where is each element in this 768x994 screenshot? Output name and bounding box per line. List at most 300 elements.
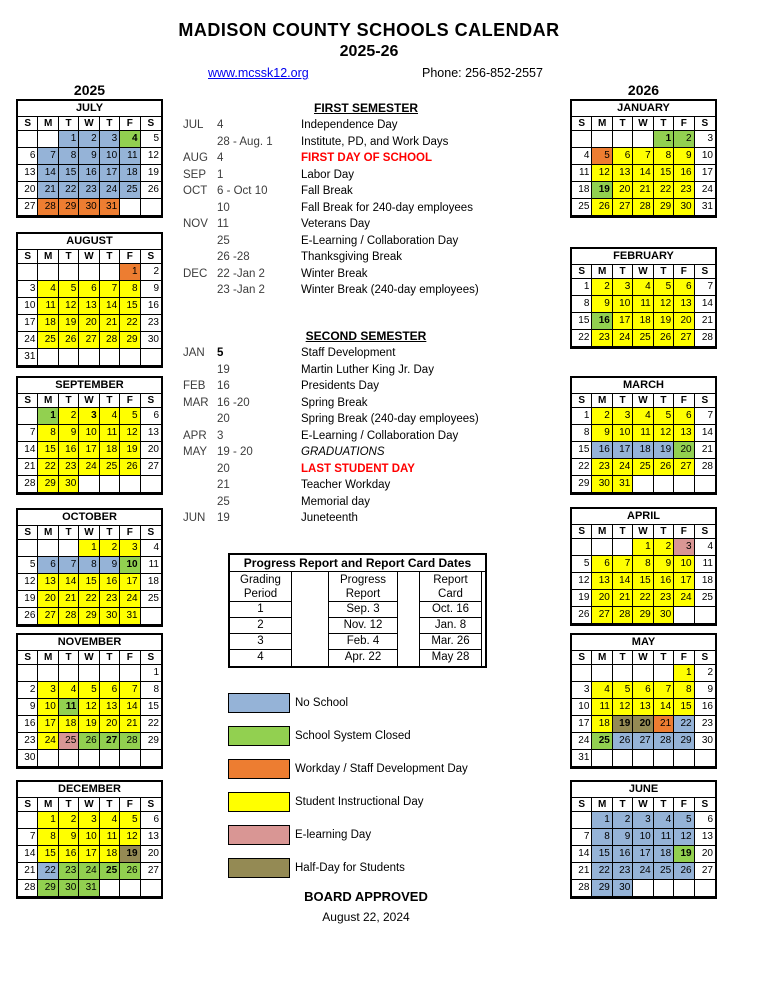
calendar-day-cell: 5 xyxy=(18,557,38,574)
event-row xyxy=(183,428,513,445)
event-description: Labor Day xyxy=(301,168,355,181)
weekday-header-cell: W xyxy=(633,265,653,279)
calendar-day-cell: 23 xyxy=(613,863,633,880)
calendar-day-cell: 8 xyxy=(572,425,592,442)
calendar-day-cell: 2 xyxy=(674,131,694,148)
calendar-day-cell: 3 xyxy=(18,281,38,298)
calendar-day-cell: 20 xyxy=(38,591,58,608)
calendar-day-cell: 16 xyxy=(141,298,161,315)
weekday-header-cell: S xyxy=(695,525,715,539)
calendar-march xyxy=(570,376,717,495)
calendar-day-cell: 21 xyxy=(654,716,674,733)
calendar-day-cell: 8 xyxy=(120,281,140,298)
legend-label: No School xyxy=(295,697,349,709)
calendar-day-cell: 14 xyxy=(613,573,633,590)
event-month xyxy=(183,461,213,478)
calendar-day-cell: 21 xyxy=(100,315,120,332)
calendar-day-cell: 28 xyxy=(613,607,633,624)
calendar-day-cell: 14 xyxy=(695,296,715,313)
board-approved: BOARD APPROVED xyxy=(304,889,428,904)
calendar-day-cell: 17 xyxy=(695,165,715,182)
month-grid xyxy=(18,798,161,897)
weekday-header-cell: S xyxy=(18,651,38,665)
calendar-day-cell: 29 xyxy=(120,332,140,349)
calendar-day-cell: 12 xyxy=(592,165,612,182)
calendar-day-cell: 19 xyxy=(674,846,694,863)
calendar-day-cell: 3 xyxy=(38,682,58,699)
calendar-day-cell: 6 xyxy=(695,812,715,829)
calendar-day-cell: 11 xyxy=(100,829,120,846)
event-row xyxy=(183,395,513,412)
calendar-day-cell: 14 xyxy=(100,298,120,315)
calendar-day-cell xyxy=(100,349,120,366)
table-cell: 1 xyxy=(230,602,291,618)
calendar-day-cell: 19 xyxy=(592,182,612,199)
calendar-day-cell: 29 xyxy=(592,880,612,897)
calendar-day-cell: 17 xyxy=(100,165,120,182)
calendar-day-cell: 20 xyxy=(674,313,694,330)
calendar-day-cell xyxy=(654,750,674,767)
event-month: FEB xyxy=(183,380,206,392)
weekday-header-cell: W xyxy=(79,526,99,540)
weekday-header-cell: T xyxy=(654,265,674,279)
calendar-day-cell: 25 xyxy=(572,199,592,216)
calendar-day-cell xyxy=(572,539,592,556)
calendar-day-cell: 27 xyxy=(592,607,612,624)
calendar-day-cell: 31 xyxy=(695,199,715,216)
calendar-day-cell: 24 xyxy=(38,733,58,750)
calendar-day-cell xyxy=(18,540,38,557)
calendar-day-cell: 31 xyxy=(18,349,38,366)
month-title: JULY xyxy=(18,101,161,117)
calendar-day-cell: 8 xyxy=(654,148,674,165)
event-description: Staff Development xyxy=(301,347,396,359)
event-date: 19 xyxy=(217,363,230,376)
calendar-day-cell: 30 xyxy=(79,199,99,216)
calendar-august xyxy=(16,232,163,368)
weekday-header-cell: F xyxy=(120,526,140,540)
event-month: MAR xyxy=(183,396,209,409)
website-link[interactable]: www.mcssk12.org xyxy=(208,66,309,80)
calendar-day-cell: 26 xyxy=(59,332,79,349)
calendar-day-cell: 21 xyxy=(38,182,58,199)
month-title: MARCH xyxy=(572,378,715,394)
yellow-swatch xyxy=(228,792,290,812)
calendar-day-cell: 21 xyxy=(18,863,38,880)
calendar-day-cell: 12 xyxy=(79,699,99,716)
calendar-day-cell: 19 xyxy=(572,590,592,607)
event-description: Fall Break xyxy=(301,185,353,197)
calendar-day-cell: 29 xyxy=(59,199,79,216)
weekday-header-cell: T xyxy=(613,651,633,665)
calendar-day-cell xyxy=(141,349,161,366)
event-description: Presidents Day xyxy=(301,380,379,392)
calendar-day-cell xyxy=(100,880,120,897)
calendar-day-cell: 16 xyxy=(674,165,694,182)
calendar-day-cell: 23 xyxy=(79,182,99,199)
calendar-day-cell: 1 xyxy=(572,408,592,425)
month-title: OCTOBER xyxy=(18,510,161,526)
table-column-header: Grading Period xyxy=(230,572,291,602)
calendar-day-cell: 5 xyxy=(592,148,612,165)
calendar-day-cell: 24 xyxy=(674,590,694,607)
event-date: 25 xyxy=(217,495,230,508)
calendar-day-cell xyxy=(633,880,653,897)
event-date: 19 xyxy=(217,512,230,524)
calendar-day-cell: 8 xyxy=(674,682,694,699)
event-row xyxy=(183,167,513,184)
event-date: 4 xyxy=(217,119,224,131)
event-date: 11 xyxy=(217,218,229,230)
event-month xyxy=(183,282,213,299)
calendar-day-cell: 25 xyxy=(120,182,140,199)
calendar-day-cell: 21 xyxy=(59,591,79,608)
calendar-day-cell: 25 xyxy=(633,330,653,347)
event-date: 19 - 20 xyxy=(217,446,253,458)
legend-label: School System Closed xyxy=(295,730,411,742)
event-row xyxy=(183,282,513,299)
event-month xyxy=(183,477,213,494)
month-grid xyxy=(572,265,715,347)
calendar-day-cell xyxy=(695,880,715,897)
weekday-header-cell: S xyxy=(141,250,161,264)
weekday-header-cell: S xyxy=(18,250,38,264)
calendar-day-cell: 22 xyxy=(38,863,58,880)
calendar-day-cell xyxy=(79,476,99,493)
event-description: E-Learning / Collaboration Day xyxy=(301,234,459,247)
calendar-day-cell xyxy=(18,408,38,425)
calendar-day-cell: 12 xyxy=(120,425,140,442)
calendar-day-cell: 23 xyxy=(59,459,79,476)
calendar-day-cell: 5 xyxy=(120,408,140,425)
calendar-day-cell: 13 xyxy=(141,829,161,846)
calendar-day-cell: 4 xyxy=(120,131,140,148)
weekday-header-cell: W xyxy=(79,798,99,812)
calendar-day-cell: 25 xyxy=(141,591,161,608)
table-cell: 4 xyxy=(257,651,264,663)
calendar-day-cell: 24 xyxy=(18,332,38,349)
calendar-day-cell: 8 xyxy=(38,829,58,846)
green-swatch xyxy=(228,726,290,746)
calendar-day-cell xyxy=(59,349,79,366)
weekday-header-cell: T xyxy=(613,394,633,408)
event-month xyxy=(183,494,213,511)
calendar-day-cell: 9 xyxy=(654,556,674,573)
calendar-day-cell xyxy=(141,199,161,216)
calendar-day-cell: 24 xyxy=(695,182,715,199)
calendar-day-cell: 9 xyxy=(141,281,161,298)
calendar-day-cell xyxy=(633,476,653,493)
event-row xyxy=(183,216,513,233)
weekday-header-cell: F xyxy=(120,117,140,131)
calendar-day-cell: 7 xyxy=(38,148,58,165)
calendar-day-cell: 26 xyxy=(572,607,592,624)
calendar-day-cell: 17 xyxy=(674,573,694,590)
calendar-day-cell: 7 xyxy=(572,829,592,846)
calendar-day-cell xyxy=(674,607,694,624)
calendar-day-cell: 11 xyxy=(633,425,653,442)
calendar-day-cell: 4 xyxy=(633,408,653,425)
calendar-day-cell: 9 xyxy=(613,829,633,846)
calendar-day-cell: 8 xyxy=(79,557,99,574)
calendar-day-cell: 16 xyxy=(59,846,79,863)
calendar-day-cell: 11 xyxy=(120,148,140,165)
calendar-day-cell xyxy=(633,750,653,767)
weekday-header-cell: T xyxy=(100,526,120,540)
calendar-day-cell: 11 xyxy=(633,296,653,313)
calendar-day-cell: 18 xyxy=(100,442,120,459)
legend-item-green xyxy=(228,726,510,746)
event-month: MAY xyxy=(183,446,208,458)
calendar-day-cell: 31 xyxy=(100,199,120,216)
calendar-day-cell: 24 xyxy=(79,863,99,880)
calendar-day-cell: 24 xyxy=(633,863,653,880)
calendar-day-cell: 6 xyxy=(79,281,99,298)
calendar-day-cell: 29 xyxy=(141,733,161,750)
calendar-day-cell: 6 xyxy=(633,682,653,699)
weekday-header-cell: M xyxy=(592,651,612,665)
calendar-day-cell: 20 xyxy=(633,716,653,733)
calendar-day-cell xyxy=(633,131,653,148)
calendar-day-cell xyxy=(141,608,161,625)
calendar-november xyxy=(16,633,163,769)
weekday-header-cell: F xyxy=(120,250,140,264)
event-description: Institute, PD, and Work Days xyxy=(301,135,449,148)
calendar-day-cell: 9 xyxy=(59,829,79,846)
table-cell: Apr. 22 xyxy=(344,651,382,663)
calendar-day-cell: 14 xyxy=(38,165,58,182)
calendar-day-cell: 30 xyxy=(613,880,633,897)
calendar-day-cell: 23 xyxy=(141,315,161,332)
calendar-day-cell: 23 xyxy=(18,733,38,750)
weekday-header-cell: T xyxy=(654,117,674,131)
calendar-day-cell: 7 xyxy=(59,557,79,574)
calendar-day-cell: 12 xyxy=(572,573,592,590)
calendar-day-cell: 15 xyxy=(654,165,674,182)
event-date: 16 -20 xyxy=(217,396,250,409)
calendar-day-cell: 3 xyxy=(79,408,99,425)
calendar-day-cell: 3 xyxy=(79,812,99,829)
weekday-header-cell: W xyxy=(79,651,99,665)
calendar-day-cell: 19 xyxy=(59,315,79,332)
event-row xyxy=(183,266,513,283)
calendar-day-cell xyxy=(572,665,592,682)
weekday-header-cell: T xyxy=(59,117,79,131)
calendar-day-cell: 9 xyxy=(674,148,694,165)
calendar-day-cell: 25 xyxy=(59,733,79,750)
calendar-day-cell: 7 xyxy=(18,829,38,846)
calendar-day-cell: 15 xyxy=(572,313,592,330)
weekday-header-cell: T xyxy=(100,394,120,408)
calendar-day-cell xyxy=(120,349,140,366)
calendar-day-cell: 2 xyxy=(592,408,612,425)
table-cell: Mar. 26 xyxy=(420,634,481,650)
calendar-day-cell xyxy=(592,131,612,148)
weekday-header-cell: S xyxy=(572,265,592,279)
weekday-header-cell: T xyxy=(59,798,79,812)
weekday-header-cell: M xyxy=(38,798,58,812)
calendar-day-cell: 1 xyxy=(592,812,612,829)
event-month xyxy=(183,362,213,379)
calendar-day-cell: 25 xyxy=(633,459,653,476)
month-title: FEBRUARY xyxy=(572,249,715,265)
calendar-day-cell: 25 xyxy=(592,733,612,750)
event-description: Independence Day xyxy=(301,119,398,131)
calendar-day-cell: 28 xyxy=(38,199,58,216)
weekday-header-cell: S xyxy=(572,525,592,539)
calendar-day-cell: 12 xyxy=(654,425,674,442)
calendar-day-cell: 1 xyxy=(654,131,674,148)
board-approved-date: August 22, 2024 xyxy=(322,910,410,924)
calendar-day-cell xyxy=(100,476,120,493)
calendar-day-cell: 28 xyxy=(100,332,120,349)
event-row xyxy=(183,150,513,167)
calendar-day-cell: 9 xyxy=(592,425,612,442)
event-row xyxy=(183,362,513,379)
calendar-day-cell: 17 xyxy=(79,846,99,863)
calendar-day-cell: 27 xyxy=(141,459,161,476)
calendar-day-cell: 1 xyxy=(79,540,99,557)
table-column-gap xyxy=(292,572,328,666)
calendar-day-cell: 5 xyxy=(654,279,674,296)
calendar-day-cell: 26 xyxy=(120,863,140,880)
calendar-day-cell: 4 xyxy=(572,148,592,165)
weekday-header-cell: T xyxy=(613,798,633,812)
event-description: Juneteenth xyxy=(301,512,358,524)
calendar-day-cell xyxy=(592,750,612,767)
calendar-day-cell xyxy=(100,750,120,767)
event-date: 10 xyxy=(217,201,230,214)
event-description: Thanksgiving Break xyxy=(301,251,402,263)
month-title: NOVEMBER xyxy=(18,635,161,651)
calendar-day-cell: 5 xyxy=(572,556,592,573)
table-column-header: Progress Report xyxy=(329,572,397,602)
calendar-day-cell: 9 xyxy=(695,682,715,699)
weekday-header-cell: T xyxy=(654,525,674,539)
calendar-day-cell xyxy=(120,665,140,682)
weekday-header-cell: T xyxy=(613,265,633,279)
calendar-day-cell xyxy=(695,750,715,767)
calendar-day-cell: 13 xyxy=(592,573,612,590)
calendar-day-cell: 27 xyxy=(38,608,58,625)
event-date: 20 xyxy=(217,413,230,425)
calendar-day-cell: 6 xyxy=(100,682,120,699)
calendar-day-cell: 9 xyxy=(592,296,612,313)
event-row xyxy=(183,477,513,494)
calendar-july xyxy=(16,99,163,218)
event-date: 5 xyxy=(217,347,224,359)
calendar-day-cell: 29 xyxy=(38,476,58,493)
calendar-day-cell: 17 xyxy=(633,846,653,863)
calendar-day-cell: 27 xyxy=(633,733,653,750)
event-month: OCT xyxy=(183,185,208,197)
calendar-day-cell: 4 xyxy=(141,540,161,557)
event-date: 3 xyxy=(217,429,224,442)
event-row xyxy=(183,444,513,461)
calendar-day-cell: 31 xyxy=(120,608,140,625)
calendar-day-cell: 13 xyxy=(18,165,38,182)
calendar-day-cell: 26 xyxy=(592,199,612,216)
calendar-day-cell xyxy=(38,750,58,767)
calendar-day-cell: 2 xyxy=(141,264,161,281)
calendar-day-cell xyxy=(613,539,633,556)
calendar-day-cell: 16 xyxy=(18,716,38,733)
table-cell: Oct. 16 xyxy=(420,602,481,618)
calendar-day-cell: 29 xyxy=(572,476,592,493)
calendar-day-cell: 12 xyxy=(120,829,140,846)
weekday-header-cell: W xyxy=(633,117,653,131)
year-label-2025: 2025 xyxy=(73,82,106,98)
calendar-day-cell: 18 xyxy=(654,846,674,863)
year-label-2026: 2026 xyxy=(627,82,660,98)
calendar-day-cell: 22 xyxy=(38,459,58,476)
calendar-day-cell: 15 xyxy=(38,846,58,863)
calendar-day-cell: 2 xyxy=(18,682,38,699)
calendar-december xyxy=(16,780,163,899)
legend-item-blue xyxy=(228,693,510,713)
event-description: Teacher Workday xyxy=(301,479,391,491)
calendar-day-cell xyxy=(695,607,715,624)
table-column-header: Report Card xyxy=(420,572,481,602)
event-row xyxy=(183,411,513,428)
calendar-day-cell: 4 xyxy=(592,682,612,699)
calendar-day-cell xyxy=(79,665,99,682)
calendar-day-cell: 10 xyxy=(79,829,99,846)
month-grid xyxy=(572,651,715,767)
calendar-day-cell: 26 xyxy=(654,330,674,347)
calendar-day-cell: 18 xyxy=(592,716,612,733)
weekday-header-cell: S xyxy=(695,651,715,665)
calendar-day-cell: 14 xyxy=(654,699,674,716)
calendar-day-cell: 26 xyxy=(674,863,694,880)
event-month: JUL xyxy=(183,119,204,131)
weekday-header-cell: W xyxy=(633,798,653,812)
calendar-day-cell: 7 xyxy=(633,148,653,165)
calendar-day-cell: 25 xyxy=(100,863,120,880)
month-grid xyxy=(18,526,161,625)
weekday-header-cell: T xyxy=(59,651,79,665)
calendar-day-cell: 1 xyxy=(674,665,694,682)
calendar-day-cell: 13 xyxy=(695,829,715,846)
calendar-day-cell: 28 xyxy=(120,733,140,750)
weekday-header-cell: W xyxy=(79,394,99,408)
month-grid xyxy=(572,117,715,216)
calendar-day-cell: 15 xyxy=(674,699,694,716)
calendar-day-cell: 19 xyxy=(613,716,633,733)
event-month: APR xyxy=(183,429,207,442)
pink-swatch xyxy=(228,825,290,845)
weekday-header-cell: M xyxy=(38,651,58,665)
event-description: Fall Break for 240-day employees xyxy=(301,201,473,214)
event-date: 20 xyxy=(217,462,230,475)
calendar-day-cell xyxy=(120,476,140,493)
calendar-day-cell: 11 xyxy=(695,556,715,573)
calendar-day-cell: 28 xyxy=(654,733,674,750)
calendar-day-cell: 3 xyxy=(613,279,633,296)
weekday-header-cell: T xyxy=(654,394,674,408)
calendar-day-cell: 27 xyxy=(18,199,38,216)
calendar-day-cell: 6 xyxy=(674,408,694,425)
calendar-day-cell: 1 xyxy=(141,665,161,682)
event-month: SEP xyxy=(183,168,207,181)
calendar-day-cell: 8 xyxy=(572,296,592,313)
calendar-day-cell xyxy=(674,476,694,493)
calendar-day-cell xyxy=(633,665,653,682)
second-semester-events xyxy=(183,345,513,527)
calendar-day-cell: 4 xyxy=(100,812,120,829)
calendar-day-cell: 7 xyxy=(695,279,715,296)
calendar-day-cell: 11 xyxy=(654,829,674,846)
